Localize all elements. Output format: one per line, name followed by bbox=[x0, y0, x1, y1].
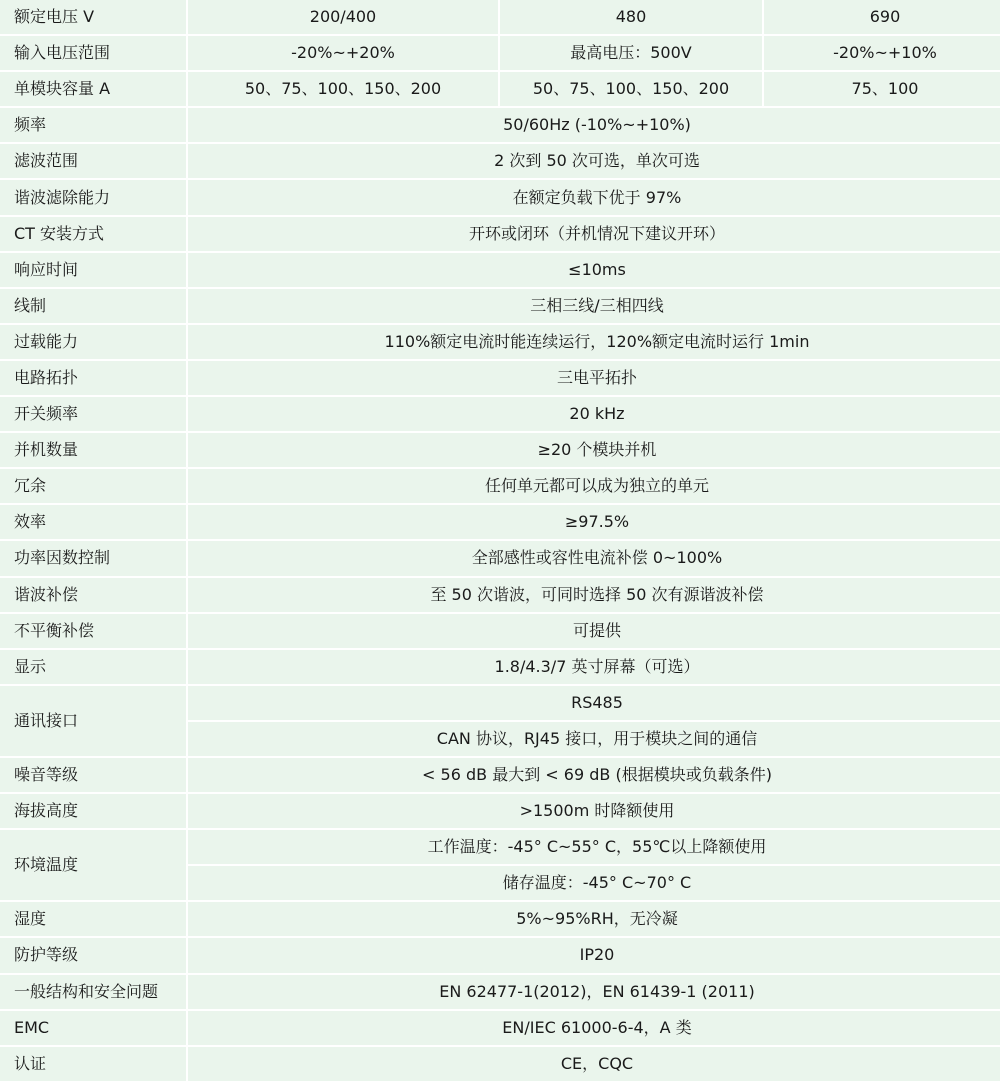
row-label: 环境温度 bbox=[0, 830, 186, 900]
table-row bbox=[0, 397, 1000, 431]
row-value: 2 次到 50 次可选，单次可选 bbox=[188, 144, 1000, 178]
table-row bbox=[0, 72, 1000, 106]
row-value: 5%~95%RH，无冷凝 bbox=[188, 902, 1000, 936]
row-label: 功率因数控制 bbox=[0, 541, 186, 575]
table-row bbox=[0, 938, 1000, 972]
table-row bbox=[0, 36, 1000, 70]
row-label: EMC bbox=[0, 1011, 186, 1045]
table-row bbox=[0, 108, 1000, 142]
row-value: EN/IEC 61000-6-4，A 类 bbox=[188, 1011, 1000, 1045]
row-label: 通讯接口 bbox=[0, 686, 186, 756]
row-value: 至 50 次谐波，可同时选择 50 次有源谐波补偿 bbox=[188, 578, 1000, 612]
row-value: -20%~+20% bbox=[188, 36, 498, 70]
row-label: 输入电压范围 bbox=[0, 36, 186, 70]
table-row bbox=[0, 253, 1000, 287]
table-row bbox=[0, 505, 1000, 539]
table-row bbox=[0, 578, 1000, 612]
row-label: 效率 bbox=[0, 505, 186, 539]
table-row bbox=[0, 217, 1000, 251]
table-row bbox=[0, 361, 1000, 395]
row-value: >1500m 时降额使用 bbox=[188, 794, 1000, 828]
row-value: 75、100 bbox=[764, 72, 1000, 106]
row-value: 200/400 bbox=[188, 0, 498, 34]
row-label: 频率 bbox=[0, 108, 186, 142]
row-value: 工作温度：-45° C~55° C，55℃以上降额使用 bbox=[188, 830, 1000, 864]
row-value: 全部感性或容性电流补偿 0~100% bbox=[188, 541, 1000, 575]
table-row bbox=[0, 144, 1000, 178]
row-label: 湿度 bbox=[0, 902, 186, 936]
table-row bbox=[0, 541, 1000, 575]
table-row bbox=[0, 794, 1000, 828]
row-label: 显示 bbox=[0, 650, 186, 684]
row-value: 50/60Hz (-10%~+10%) bbox=[188, 108, 1000, 142]
table-row bbox=[0, 830, 1000, 864]
table-row bbox=[0, 469, 1000, 503]
row-label: 额定电压 V bbox=[0, 0, 186, 34]
row-value: 最高电压：500V bbox=[500, 36, 762, 70]
row-label: 滤波范围 bbox=[0, 144, 186, 178]
row-value: 50、75、100、150、200 bbox=[500, 72, 762, 106]
row-label: 响应时间 bbox=[0, 253, 186, 287]
table-row bbox=[0, 650, 1000, 684]
row-label: CT 安装方式 bbox=[0, 217, 186, 251]
row-value: -20%~+10% bbox=[764, 36, 1000, 70]
row-label: 谐波滤除能力 bbox=[0, 180, 186, 214]
table-row bbox=[0, 686, 1000, 720]
row-label: 单模块容量 A bbox=[0, 72, 186, 106]
row-value: 110%额定电流时能连续运行，120%额定电流时运行 1min bbox=[188, 325, 1000, 359]
row-label: 线制 bbox=[0, 289, 186, 323]
table-row bbox=[0, 1047, 1000, 1081]
row-value: IP20 bbox=[188, 938, 1000, 972]
row-label: 过载能力 bbox=[0, 325, 186, 359]
row-value: < 56 dB 最大到 < 69 dB (根据模块或负载条件) bbox=[188, 758, 1000, 792]
table-row bbox=[0, 758, 1000, 792]
row-value: 480 bbox=[500, 0, 762, 34]
row-value: RS485 bbox=[188, 686, 1000, 720]
row-value: 在额定负载下优于 97% bbox=[188, 180, 1000, 214]
row-label: 开关频率 bbox=[0, 397, 186, 431]
row-label: 电路拓扑 bbox=[0, 361, 186, 395]
row-value: 可提供 bbox=[188, 614, 1000, 648]
row-label: 谐波补偿 bbox=[0, 578, 186, 612]
row-value: 三电平拓扑 bbox=[188, 361, 1000, 395]
row-value: 开环或闭环（并机情况下建议开环） bbox=[188, 217, 1000, 251]
row-value: CE，CQC bbox=[188, 1047, 1000, 1081]
table-row bbox=[0, 0, 1000, 34]
table-row bbox=[0, 975, 1000, 1009]
row-value: 50、75、100、150、200 bbox=[188, 72, 498, 106]
row-value: 三相三线/三相四线 bbox=[188, 289, 1000, 323]
row-label: 不平衡补偿 bbox=[0, 614, 186, 648]
table-row bbox=[0, 902, 1000, 936]
table-row bbox=[0, 180, 1000, 214]
row-value: 储存温度：-45° C~70° C bbox=[188, 866, 1000, 900]
row-value: ≥20 个模块并机 bbox=[188, 433, 1000, 467]
row-value: 20 kHz bbox=[188, 397, 1000, 431]
row-value: 690 bbox=[764, 0, 1000, 34]
row-label: 冗余 bbox=[0, 469, 186, 503]
row-value: EN 62477-1(2012)，EN 61439-1 (2011) bbox=[188, 975, 1000, 1009]
row-value: 任何单元都可以成为独立的单元 bbox=[188, 469, 1000, 503]
table-row bbox=[0, 1011, 1000, 1045]
row-value: CAN 协议，RJ45 接口，用于模块之间的通信 bbox=[188, 722, 1000, 756]
row-value: ≥97.5% bbox=[188, 505, 1000, 539]
row-label: 认证 bbox=[0, 1047, 186, 1081]
table-row bbox=[0, 433, 1000, 467]
row-label: 并机数量 bbox=[0, 433, 186, 467]
row-label: 一般结构和安全问题 bbox=[0, 975, 186, 1009]
table-row bbox=[0, 614, 1000, 648]
row-label: 海拔高度 bbox=[0, 794, 186, 828]
row-label: 噪音等级 bbox=[0, 758, 186, 792]
row-value: 1.8/4.3/7 英寸屏幕（可选） bbox=[188, 650, 1000, 684]
table-row bbox=[0, 325, 1000, 359]
table-row bbox=[0, 289, 1000, 323]
row-value: ≤10ms bbox=[188, 253, 1000, 287]
row-label: 防护等级 bbox=[0, 938, 186, 972]
